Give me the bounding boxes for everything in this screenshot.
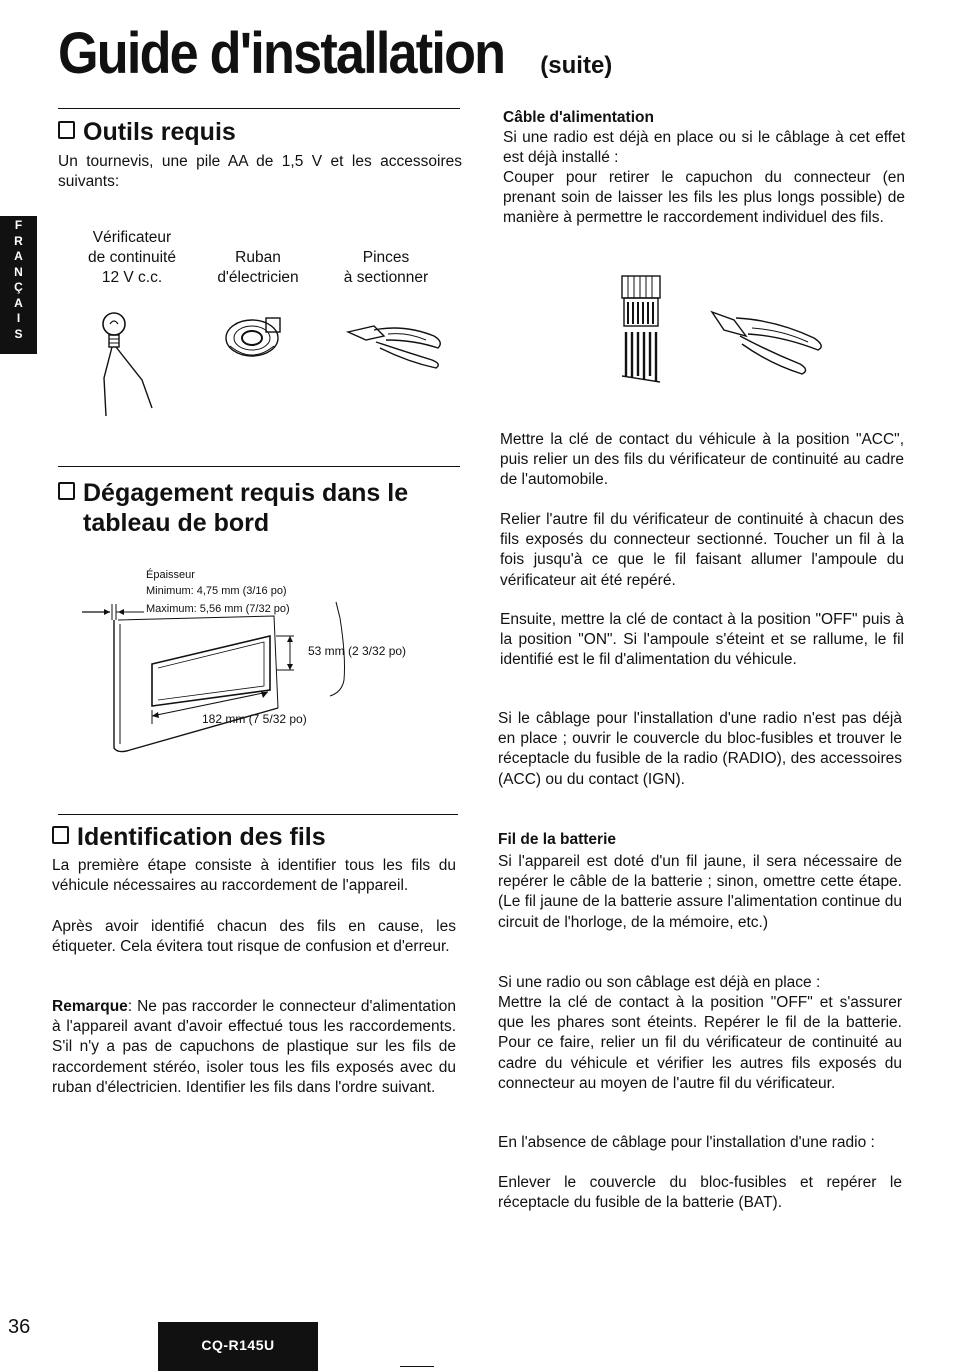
connector-icon xyxy=(614,272,668,384)
wire-cutter-icon xyxy=(344,318,448,370)
identification-heading: Identification des fils xyxy=(52,822,326,852)
thickness-label: Épaisseur xyxy=(146,569,195,581)
dashboard-opening-diagram xyxy=(78,596,358,762)
height-dimension: 53 mm (2 3/32 po) xyxy=(308,644,407,658)
language-letter: F xyxy=(14,218,23,232)
thickness-minimum: Minimum: 4,75 mm (3/16 po) xyxy=(146,585,287,597)
batterie-para4: En l'absence de câblage pour l'installation d'une radio : xyxy=(498,1134,875,1151)
thickness-maximum: Maximum: 5,56 mm (7/32 po) xyxy=(146,603,290,615)
page-title xyxy=(58,20,612,87)
language-letter: I xyxy=(16,311,21,325)
title-suffix: (suite) xyxy=(540,52,613,79)
cable-para5: Ensuite, mettre la clé de contact à la position "OFF" puis à la position "ON". Si l'ampoule s'éteint et se rallume, le fil identifié est le fil d'alimentation du véhicule. xyxy=(500,611,904,669)
wire-cutter-icon xyxy=(706,302,828,376)
degagement-heading: Dégagement requis dans le tableau de bord xyxy=(58,478,408,538)
batterie-para3: Mettre la clé de contact à la position "OFF" et s'assurer que les phares sont éteints. Repérer le fil de la batterie. Pour ce faire, relier un fil du vérificateur de continuité au cadre du véhicule et vérifier les autres fils exposés du connecteur au moyen de l'autre fil du vérificateur. xyxy=(498,994,902,1092)
language-letter: R xyxy=(14,233,23,248)
checkbox-icon xyxy=(52,826,69,844)
section-rule xyxy=(58,466,460,467)
tool-label-cutters: Pinces à sectionner xyxy=(343,249,429,286)
outils-heading: Outils requis xyxy=(58,117,236,147)
identification-para1: La première étape consiste à identifier tous les fils du véhicule nécessaires au raccordement de l'appareil. xyxy=(52,857,456,895)
batterie-para5: Enlever le couvercle du bloc-fusibles et repérer le réceptacle du fusible de la batterie (BAT). xyxy=(498,1174,902,1212)
cable-para3: Mettre la clé de contact du véhicule à la position "ACC", puis relier un des fils du vérificateur de continuité au cadre de l'automobile. xyxy=(500,431,904,489)
outils-intro: Un tournevis, une pile AA de 1,5 V et les accessoires suivants: xyxy=(58,153,462,191)
tool-label-tester: Vérificateur de continuité 12 V c.c. xyxy=(88,229,176,286)
section-rule xyxy=(58,814,458,815)
identification-para2: Après avoir identifié chacun des fils en cause, les étiqueter. Cela évitera tout risque de confusion et d'erreur. xyxy=(52,918,456,956)
identification-remarque xyxy=(52,997,456,1098)
batterie-para2: Si une radio ou son câblage est déjà en place : xyxy=(498,974,821,991)
language-letter: S xyxy=(14,326,23,341)
page-number: 36 xyxy=(8,1316,31,1338)
cable-para4: Relier l'autre fil du vérificateur de continuité à chacun des fils exposés du connecteur sectionné. Toucher un fil à la fois jusqu'à ce que le fil faisant allumer l'ampoule du vérificateur ait été repéré. xyxy=(500,511,904,589)
width-dimension: 182 mm (7 5/32 po) xyxy=(202,712,307,726)
checkbox-icon xyxy=(58,121,75,139)
cable-para1: Si une radio est déjà en place ou si le câblage à cet effet est déjà installé : xyxy=(503,129,905,167)
language-letter: A xyxy=(14,249,23,263)
checkbox-icon xyxy=(58,482,75,500)
cable-heading: Câble d'alimentation xyxy=(503,109,654,126)
model-badge: CQ-R145U xyxy=(158,1322,318,1371)
remarque-text: : Ne pas raccorder le connecteur d'alimentation à l'appareil avant d'avoir effectué tous les raccordements. S'il n'y a pas de capuchons de plastique sur les fils de raccordement stéréo, isoler tous les fils exposés avec du ruban d'électricien. Identifier les fils dans l'ordre suivant. xyxy=(52,998,456,1096)
continuity-tester-icon xyxy=(90,308,170,426)
language-tab xyxy=(0,216,37,354)
language-letter: Ç xyxy=(14,280,23,294)
language-letter: N xyxy=(14,264,23,279)
title-main: Guide d'installation xyxy=(58,21,505,86)
section-rule xyxy=(58,108,460,109)
language-letter: A xyxy=(14,295,23,310)
batterie-para1: Si l'appareil est doté d'un fil jaune, il sera nécessaire de repérer le câble de la batterie ; sinon, omettre cette étape. (Le fil jaune de la batterie assure l'alimentation continue du circuit de l'horloge, de la mémoire, etc.) xyxy=(498,853,902,931)
remarque-label: Remarque xyxy=(52,998,128,1015)
tool-label-tape: Ruban d'électricien xyxy=(217,249,299,286)
footer-mark xyxy=(400,1366,434,1367)
batterie-heading: Fil de la batterie xyxy=(498,831,617,848)
tape-roll-icon xyxy=(222,312,294,362)
cable-para6: Si le câblage pour l'installation d'une radio n'est pas déjà en place ; ouvrir le couvercle du bloc-fusibles et trouver le réceptacle du fusible de la radio (RADIO), des accessoires (ACC) ou du contact (IGN). xyxy=(498,710,902,788)
cable-para2: Couper pour retirer le capuchon du connecteur (en prenant soin de laisser les fils les plus longs possible) de manière à permettre le raccordement individuel des fils. xyxy=(503,169,905,227)
